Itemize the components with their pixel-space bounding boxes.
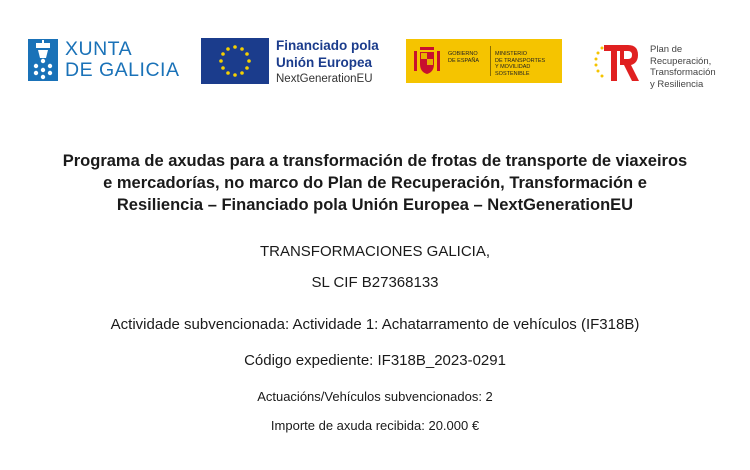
gobierno-right-line2: DE TRANSPORTES bbox=[495, 57, 546, 64]
file-code: Código expediente: IF318B_2023-0291 bbox=[244, 352, 506, 369]
plan-recuperacion-logo bbox=[594, 36, 734, 88]
title-line3: Resiliencia – Financiado pola Unión Europea – NextGenerationEU bbox=[116, 196, 634, 214]
spain-coat-of-arms-icon bbox=[412, 45, 442, 77]
gobierno-left-line2: DE ESPAÑA bbox=[448, 57, 480, 64]
prtr-emblem-icon bbox=[594, 39, 644, 85]
company-cif: SL CIF B27368133 bbox=[311, 274, 439, 291]
eu-flag-icon bbox=[201, 38, 269, 84]
galicia-coat-of-arms-icon bbox=[28, 39, 58, 81]
prtr-text bbox=[650, 44, 716, 90]
eu-line1: Financiado pola bbox=[276, 38, 379, 53]
xunta-text bbox=[65, 39, 179, 81]
prtr-line4: y Resiliencia bbox=[650, 78, 704, 90]
eu-line2: Unión Europea bbox=[276, 55, 373, 70]
subsidized-activity: Actividade subvencionada: Actividade 1: Achatarramento de vehículos (IF318B) bbox=[110, 316, 640, 333]
program-title bbox=[20, 150, 730, 216]
aid-amount: Importe de axuda recibida: 20.000 € bbox=[270, 418, 480, 433]
gobierno-right-line1: MINISTERIO bbox=[495, 51, 528, 57]
gobierno-right-text bbox=[495, 51, 562, 77]
company-block bbox=[0, 236, 750, 298]
xunta-line2: DE GALICIA bbox=[65, 59, 180, 81]
gobierno-right-line3: Y MOVILIDAD SOSTENIBLE bbox=[495, 64, 531, 77]
gobierno-left-text bbox=[448, 51, 479, 64]
eu-text bbox=[276, 37, 379, 87]
xunta-line1: XUNTA bbox=[65, 38, 133, 60]
xunta-de-galicia-logo bbox=[28, 36, 188, 88]
prtr-line1: Plan de bbox=[650, 44, 683, 55]
subsidized-vehicles: Actuacións/Vehículos subvencionados: 2 bbox=[257, 389, 493, 404]
prtr-line3: Transformación bbox=[650, 67, 716, 78]
logo-bar bbox=[0, 36, 750, 88]
title-line1: Programa de axudas para a transformación de frotas de transporte de viaxeiros bbox=[62, 152, 688, 170]
company-name: TRANSFORMACIONES GALICIA, bbox=[259, 243, 491, 260]
eu-line3: NextGenerationEU bbox=[276, 73, 373, 85]
gobierno-left-line1: GOBIERNO bbox=[448, 51, 478, 57]
prtr-line2: Recuperación, bbox=[650, 55, 712, 67]
gobierno-separator bbox=[490, 46, 491, 76]
eu-nextgeneration-logo bbox=[201, 36, 391, 88]
title-line2: e mercadorías, no marco do Plan de Recuperación, Transformación e bbox=[103, 174, 647, 192]
gobierno-espana-logo bbox=[406, 39, 562, 83]
